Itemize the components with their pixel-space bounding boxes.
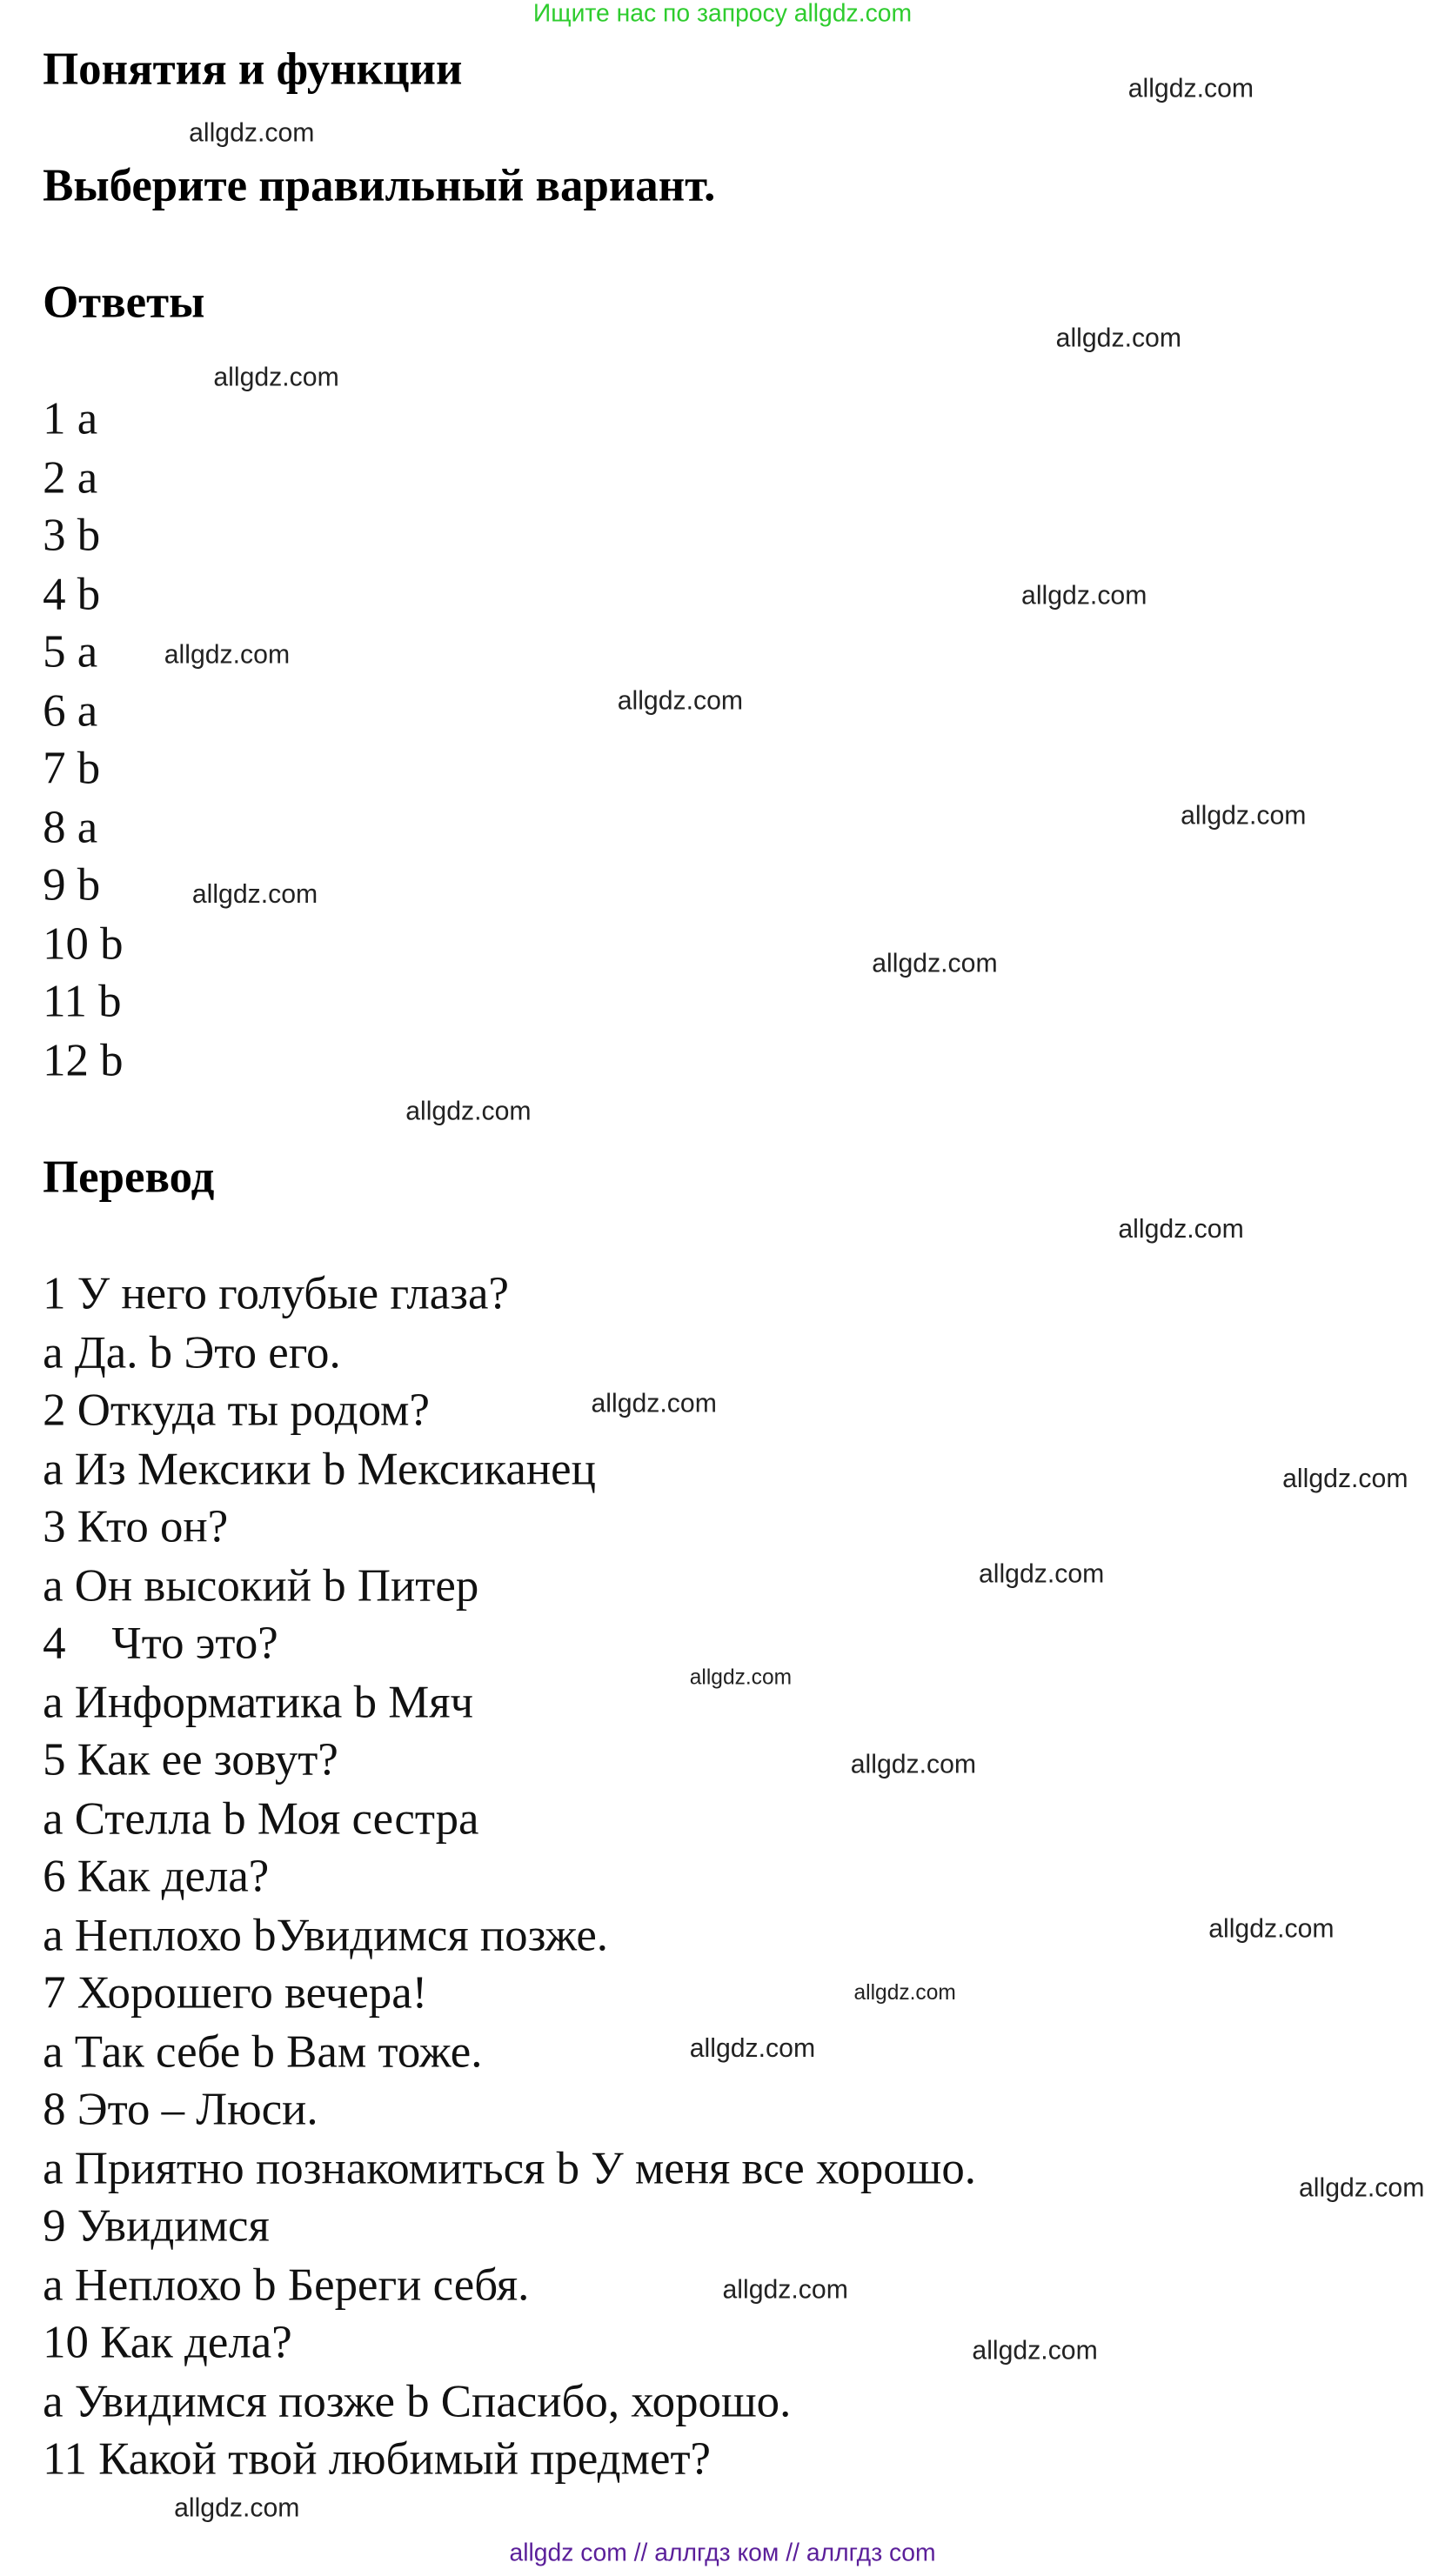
translation-line: a Так себе b Вам тоже. (43, 2027, 483, 2079)
answer-item: 5 a (43, 627, 98, 678)
watermark: allgdz.com (972, 2337, 1098, 2366)
translation-line: 4 Что это? (43, 1618, 278, 1670)
translation-line: a Стелла b Моя сестра (43, 1794, 479, 1845)
watermark: allgdz.com (689, 2035, 816, 2064)
watermark: allgdz.com (164, 642, 291, 671)
watermark: allgdz.com (617, 687, 744, 716)
watermark: allgdz.com (1208, 1915, 1335, 1944)
watermark: allgdz.com (405, 1098, 532, 1126)
answers-heading: Ответы (43, 277, 205, 329)
watermark: allgdz.com (1282, 1465, 1408, 1494)
translation-line: a Он высокий b Питер (43, 1561, 479, 1612)
translation-line: 11 Какой твой любимый предмет? (43, 2434, 712, 2486)
search-banner: Ищите нас по запросу allgdz.com (532, 0, 913, 29)
translation-line: a Неплохо b Береги себя. (43, 2260, 530, 2312)
watermark: allgdz.com (191, 881, 318, 910)
translation-line: a Да. b Это его. (43, 1327, 341, 1379)
translation-line: a Приятно познакомиться b У меня все хорошо. (43, 2144, 977, 2195)
watermark: allgdz.com (978, 1561, 1105, 1590)
footer-links: allgdz com // аллгдз ком // аллгдз com (509, 2539, 936, 2568)
translation-line: 7 Хорошего вечера! (43, 1968, 428, 2019)
translation-line: 2 Откуда ты родом? (43, 1385, 430, 1437)
instruction-heading: Выберите правильный вариант. (43, 160, 716, 212)
answer-item: 2 a (43, 452, 98, 504)
watermark: allgdz.com (853, 1979, 956, 2005)
watermark: allgdz.com (1055, 324, 1182, 353)
answer-item: 10 b (43, 919, 124, 971)
page-title: Понятия и функции (43, 43, 463, 96)
watermark: allgdz.com (1181, 802, 1307, 831)
answer-item: 4 b (43, 569, 101, 621)
answer-item: 1 a (43, 394, 98, 445)
translation-line: a Информатика b Мяч (43, 1678, 474, 1729)
watermark: allgdz.com (1299, 2174, 1425, 2204)
watermark: allgdz.com (1127, 75, 1254, 103)
answer-item: 7 b (43, 744, 101, 795)
watermark: allgdz.com (591, 1390, 717, 1418)
watermark: allgdz.com (1118, 1216, 1244, 1245)
answer-item: 9 b (43, 860, 101, 911)
answer-item: 3 b (43, 511, 101, 562)
translation-line: a Из Мексики b Мексиканец (43, 1445, 596, 1496)
watermark: allgdz.com (872, 950, 998, 978)
translation-line: a Увидимся позже b Спасибо, хорошо. (43, 2377, 792, 2428)
translation-line: 5 Как ее зовут? (43, 1735, 338, 1786)
answer-item: 8 a (43, 802, 98, 854)
watermark: allgdz.com (1021, 583, 1147, 611)
watermark: allgdz.com (189, 119, 315, 148)
translation-line: a Неплохо bУвидимся позже. (43, 1911, 609, 1962)
translation-heading: Перевод (43, 1152, 215, 1204)
translation-line: 8 Это – Люси. (43, 2085, 318, 2136)
watermark: allgdz.com (689, 1664, 793, 1690)
answer-item: 12 b (43, 1036, 124, 1087)
translation-line: 6 Как дела? (43, 1852, 270, 1903)
translation-line: 1 У него голубые глаза? (43, 1269, 509, 1320)
watermark: allgdz.com (722, 2276, 848, 2306)
translation-line: 9 Увидимся (43, 2201, 270, 2252)
answer-item: 6 a (43, 685, 98, 737)
watermark: allgdz.com (174, 2495, 300, 2524)
watermark: allgdz.com (850, 1751, 977, 1780)
answer-item: 11 b (43, 977, 122, 1028)
translation-line: 3 Кто он? (43, 1502, 229, 1553)
watermark: allgdz.com (213, 364, 339, 393)
translation-line: 10 Как дела? (43, 2318, 292, 2369)
